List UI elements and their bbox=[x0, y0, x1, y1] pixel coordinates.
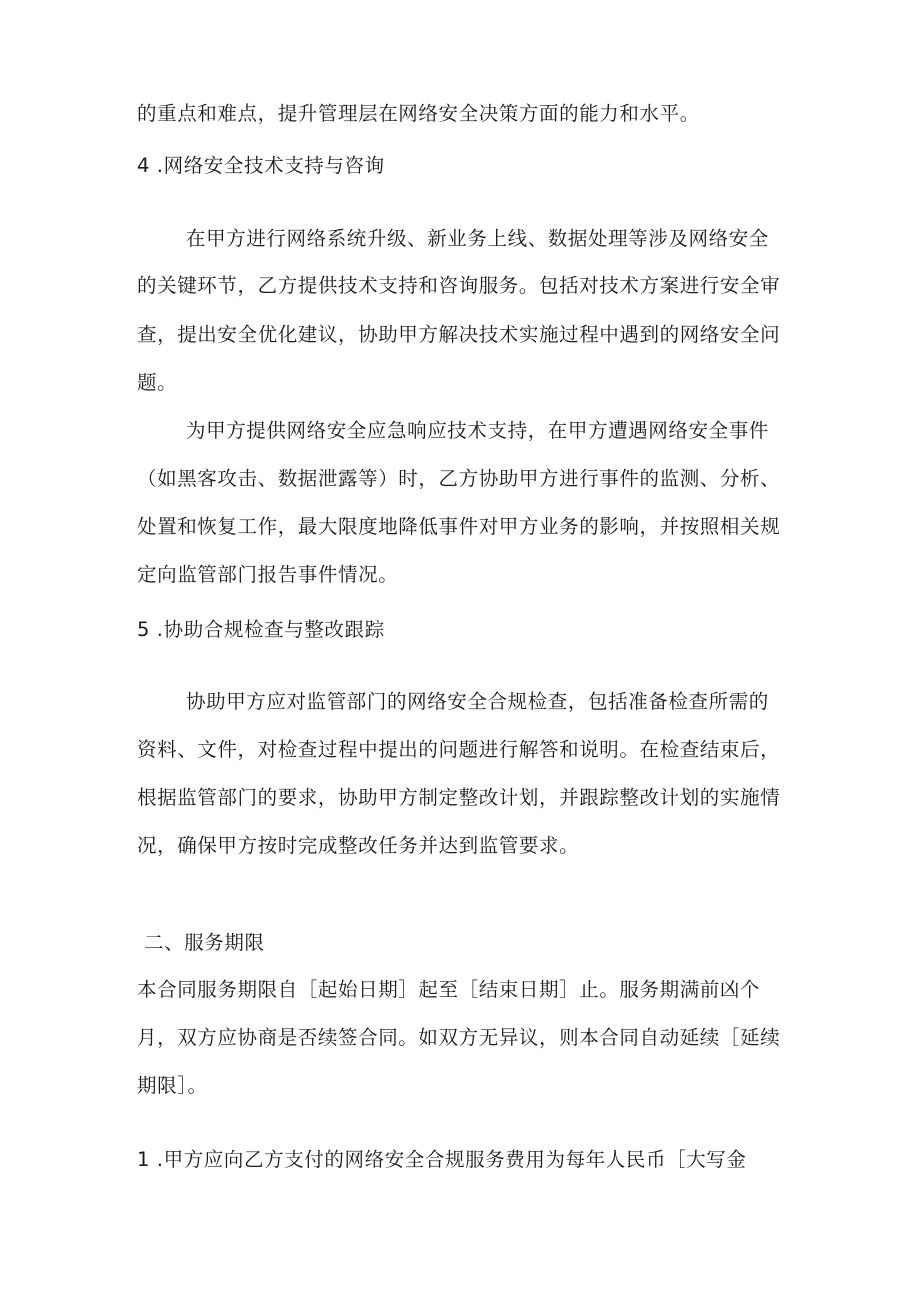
paragraph-line: 的关键环节，乙方提供技术支持和咨询服务。包括对技术方案进行安全审 bbox=[137, 274, 781, 297]
section-heading-5: 5 .协助合规检查与整改跟踪 bbox=[137, 618, 385, 641]
paragraph-line: （如黑客攻击、数据泄露等）时，乙方协助甲方进行事件的监测、分析、 bbox=[137, 467, 781, 490]
section-heading-service-term: 二、服务期限 bbox=[144, 931, 265, 954]
paragraph-line: 定向监管部门报告事件情况。 bbox=[137, 563, 399, 586]
paragraph-line: 根据监管部门的要求，协助甲方制定整改计划，并跟踪整改计划的实施情 bbox=[137, 786, 781, 809]
paragraph-line: 处置和恢复工作，最大限度地降低事件对甲方业务的影响，并按照相关规 bbox=[137, 515, 781, 538]
paragraph-line: 在甲方进行网络系统升级、新业务上线、数据处理等涉及网络安全 bbox=[186, 227, 769, 250]
paragraph-line: 的重点和难点，提升管理层在网络安全决策方面的能力和水平。 bbox=[137, 102, 700, 125]
paragraph-line: 资料、文件，对检查过程中提出的问题进行解答和说明。在检查结束后， bbox=[137, 738, 781, 761]
paragraph-line: 查，提出安全优化建议，协助甲方解决技术实施过程中遇到的网络安全问 bbox=[137, 323, 781, 346]
paragraph-line: 为甲方提供网络安全应急响应技术支持，在甲方遭遇网络安全事件 bbox=[186, 419, 769, 442]
paragraph-line: 期限］。 bbox=[137, 1074, 208, 1097]
numbered-clause-1: 1 .甲方应向乙方支付的网络安全合规服务费用为每年人民币［大写金 bbox=[137, 1148, 747, 1171]
paragraph-line: 协助甲方应对监管部门的网络安全合规检查，包括准备检查所需的 bbox=[186, 690, 769, 713]
paragraph-line: 题。 bbox=[137, 371, 178, 394]
section-heading-4: 4 .网络安全技术支持与咨询 bbox=[137, 154, 385, 177]
paragraph-line: 月，双方应协商是否续签合同。如双方无异议，则本合同自动延续［延续 bbox=[137, 1026, 781, 1049]
paragraph-line: 本合同服务期限自［起始日期］起至［结束日期］止。服务期满前凶个 bbox=[137, 978, 761, 1001]
paragraph-line: 况，确保甲方按时完成整改任务并达到监管要求。 bbox=[137, 834, 580, 857]
